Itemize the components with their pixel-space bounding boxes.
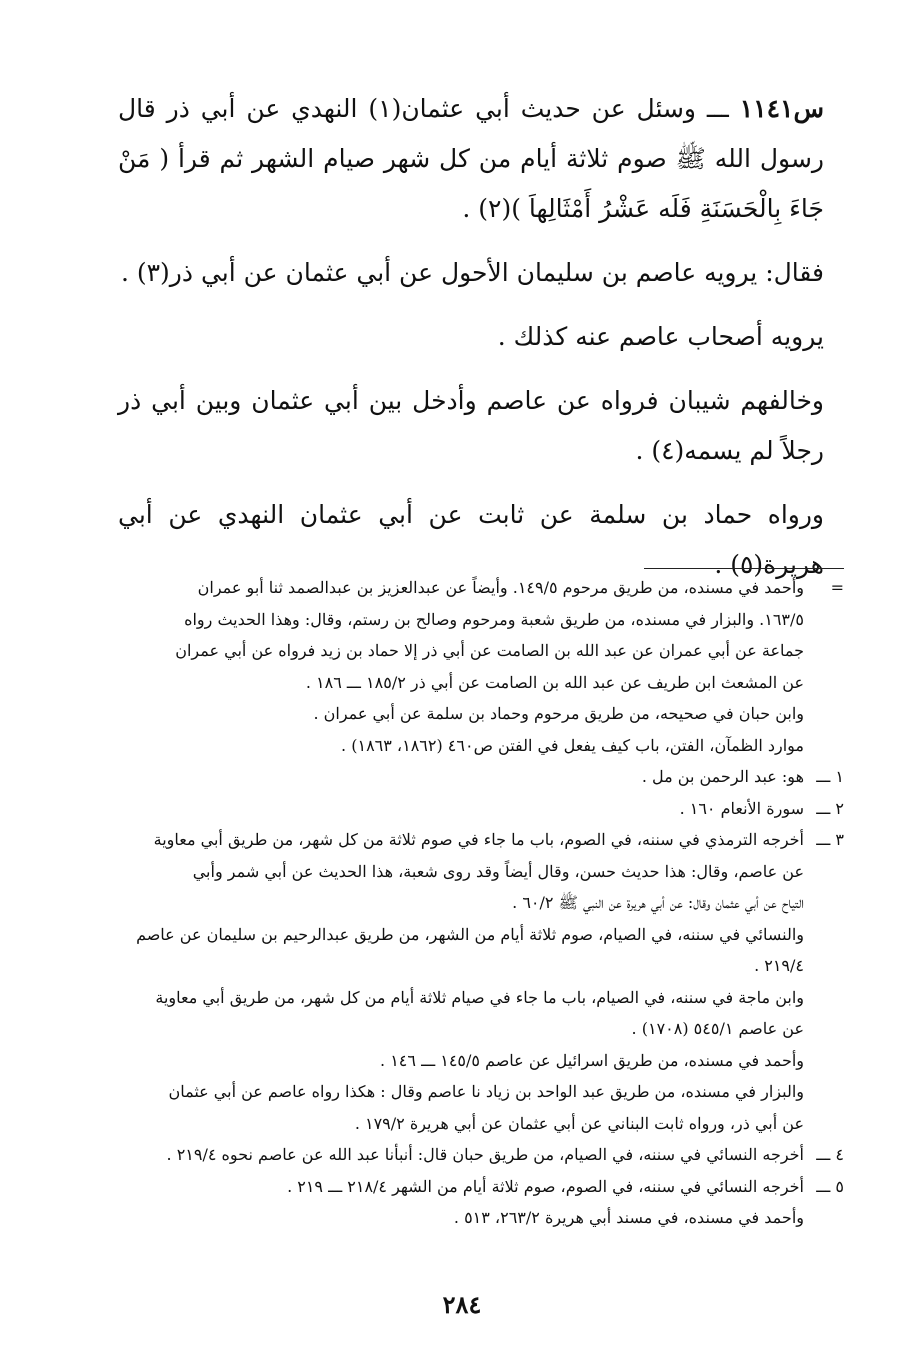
- footnote-line: أخرجه الترمذي في سننه، في الصوم، باب ما جاء في صوم ثلاثة من كل شهر، من طريق أبي معاوية: [153, 830, 804, 849]
- answer-paragraph: وخالفهم شيبان فرواه عن عاصم وأدخل بين أبي عثمان وبين أبي ذر رجلاً لم يسمه(٤) .: [118, 386, 824, 465]
- question-paragraph: [118, 84, 824, 234]
- footnote-line: جماعة عن أبي عمران عن عبد الله بن الصامت عن أبي ذر إلا حماد بن زيد فرواه عن أبي عمران: [175, 641, 804, 660]
- footnote-line: والنسائي في سننه، في الصيام، صوم ثلاثة أيام من الشهر، من طريق عبدالرحيم بن سليمان عن عاصم: [136, 924, 804, 944]
- footnote-line: عن عاصم، وقال: هذا حديث حسن، وقال أيضاً وقد روى شعبة، هذا الحديث عن أبي شمر وأبي: [192, 861, 804, 881]
- page-number: ٢٨٤: [442, 1290, 482, 1319]
- footnote-line: والبزار في مسنده، من طريق عبد الواحد بن زياد نا عاصم وقال : هكذا رواه عاصم عن أبي عثمان: [168, 1082, 804, 1101]
- main-text: [118, 84, 824, 604]
- footnote-3: [132, 824, 844, 1139]
- footnote-line: سورة الأنعام ١٦٠ .: [679, 798, 804, 818]
- footnotes: [132, 572, 844, 1234]
- footnote-line: عن المشعث ابن طريف عن عبد الله بن الصامت عن أبي ذر ١٨٥/٢ ـــ ١٨٦ .: [305, 672, 804, 692]
- footnote-line: وابن حبان في صحيحه، من طريق مرحوم وحماد بن سلمة عن أبي عمران .: [313, 704, 804, 723]
- footnote-4: [132, 1139, 844, 1171]
- footnote-mark: =: [830, 578, 844, 597]
- footnote-mark: ٣ ـــ: [816, 830, 844, 849]
- footnote-mark: ٢ ـــ: [816, 798, 844, 818]
- footnote-continuation: [132, 572, 844, 761]
- answer-paragraph: ورواه حماد بن سلمة عن ثابت عن أبي عثمان النهدي عن أبي هريرة(٥) .: [118, 500, 824, 579]
- footnote-1: [132, 761, 844, 793]
- footnote-line: التياح عن أبي عثمان وقال: عن أبي هريرة عن النبي ﷺ ٦٠/٢ .: [512, 893, 804, 912]
- footnote-line: وابن ماجة في سننه، في الصيام، باب ما جاء في صيام ثلاثة أيام من كل شهر، من طريق أبي معاوية: [155, 987, 804, 1007]
- question-text: ـــ وسئل عن حديث أبي عثمان(١) النهدي عن أبي ذر قال رسول الله ﷺ صوم ثلاثة أيام من كل شهر صيام الشهر ثم قرأ ( مَنْ جَاءَ بِالْحَسَنَةِ فَلَه عَشْرُ أَمْثَالِهاَ )(٢) .: [118, 94, 824, 223]
- footnote-mark: ١ ـــ: [816, 767, 844, 786]
- footnote-2: [132, 793, 844, 825]
- footnote-mark: ٤ ـــ: [816, 1145, 844, 1164]
- question-number: س١١٤١: [739, 94, 824, 123]
- footnote-line: هو: عبد الرحمن بن مل .: [641, 767, 804, 786]
- answer-paragraph: يرويه أصحاب عاصم عنه كذلك .: [497, 322, 824, 351]
- footnote-line: وأحمد في مسنده، من طريق اسرائيل عن عاصم ١٤٥/٥ ـــ ١٤٦ .: [380, 1050, 804, 1070]
- footnote-line: أخرجه النسائي في سننه، في الصيام، من طريق حبان قال: أنبأنا عبد الله عن عاصم نحوه ٢١٩/٤ .: [166, 1145, 804, 1164]
- footnote-separator: [644, 568, 844, 569]
- footnote-line: عن أبي ذر، ورواه ثابت البناني عن أبي عثمان عن أبي هريرة ١٧٩/٢ .: [354, 1113, 804, 1133]
- footnote-line: وأحمد في مسنده، في مسند أبي هريرة ٢٦٣/٢، ٥١٣ .: [453, 1208, 804, 1227]
- footnote-line: وأحمد في مسنده، من طريق مرحوم ١٤٩/٥. وأيضاً عن عبدالعزيز بن عبدالصمد ثنا أبو عمران: [197, 578, 804, 597]
- footnote-line: أخرجه النسائي في سننه، في الصوم، صوم ثلاثة أيام من الشهر ٢١٨/٤ ـــ ٢١٩ .: [287, 1176, 804, 1196]
- footnote-line: ٢١٩/٤ .: [754, 956, 804, 975]
- footnote-line: ١٦٣/٥. والبزار في مسنده، من طريق شعبة ومرحوم وصالح بن رستم، وقال: وهذا الحديث رواه: [184, 609, 804, 629]
- footnote-5: [132, 1171, 844, 1234]
- footnote-line: موارد الظمآن، الفتن، باب كيف يفعل في الفتن ص٤٦٠ (١٨٦٢، ١٨٦٣) .: [341, 735, 804, 755]
- answer-paragraph: فقال: يرويه عاصم بن سليمان الأحول عن أبي عثمان عن أبي ذر(٣) .: [120, 258, 824, 287]
- footnote-line: عن عاصم ٥٤٥/١ (١٧٠٨) .: [631, 1019, 804, 1038]
- footnote-mark: ٥ ـــ: [816, 1176, 844, 1196]
